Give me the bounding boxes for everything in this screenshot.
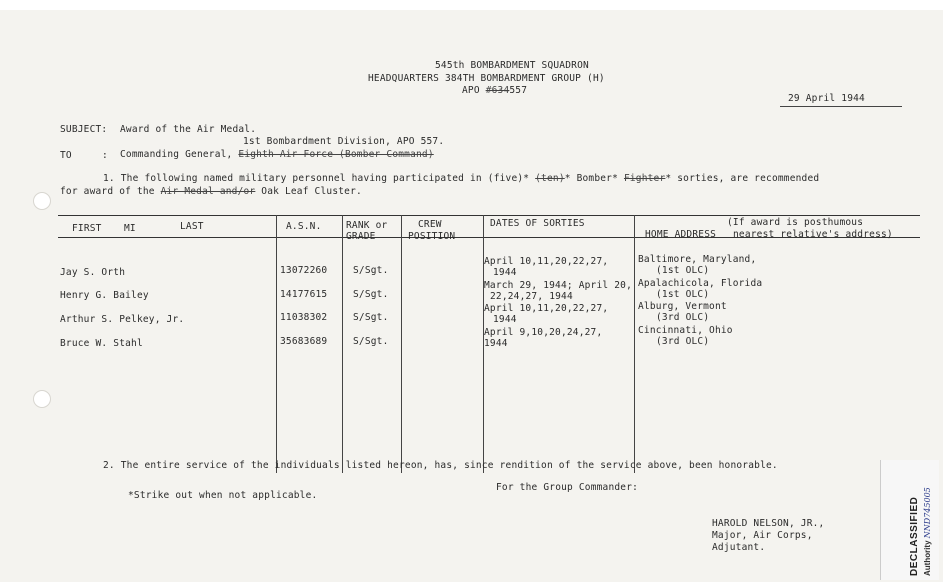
row-home-1: Apalachicola, Florida (638, 278, 763, 289)
row-asn: 14177615 (280, 289, 328, 300)
row-dates-1: April 10,11,20,22,27, (484, 256, 609, 267)
col-divider-home (634, 215, 635, 473)
row-dates-1: March 29, 1944; April 20, (484, 280, 632, 291)
signature-name: HAROLD NELSON, JR., (712, 518, 825, 529)
header-first: FIRST (72, 223, 102, 234)
apo-prefix: APO (462, 85, 480, 96)
header-rank-2: GRADE (346, 231, 376, 242)
to-colon: : (102, 150, 108, 161)
to-text: Commanding General, (120, 149, 233, 160)
subject-label: SUBJECT: (60, 124, 108, 135)
header-home-note-2: nearest relative's address) (733, 229, 893, 240)
declassified-stamp (880, 460, 939, 580)
header-apo (462, 85, 527, 96)
declassified-authority (923, 487, 932, 576)
para1-text-a: The following named military personnel having participated in (five)* (120, 173, 536, 184)
row-dates-2: 1944 (493, 267, 517, 278)
punch-hole-top (33, 192, 51, 210)
apo-number: 557 (509, 85, 528, 96)
table-top-rule (58, 215, 920, 216)
header-headquarters: HEADQUARTERS 384TH BOMBARDMENT GROUP (H) (368, 73, 605, 84)
col-divider-asn (276, 215, 277, 473)
col-divider-rank (342, 215, 343, 473)
row-home-1: Baltimore, Maryland, (638, 254, 757, 265)
row-home-2: (1st OLC) (656, 289, 710, 300)
para1-text-c: * sorties, are recommended (665, 173, 820, 184)
header-asn: A.S.N. (286, 221, 322, 232)
subject-text: Award of the Air Medal. (120, 124, 257, 135)
para1-text-e: Oak Leaf Cluster. (255, 186, 362, 197)
header-mi: MI (124, 223, 136, 234)
row-home-1: Cincinnati, Ohio (638, 325, 733, 336)
punch-hole-bottom (33, 390, 51, 408)
header-home-note-1: (If award is posthumous (727, 217, 864, 228)
para1-line2 (60, 186, 362, 197)
declassified-title: DECLASSIFIED (909, 496, 920, 576)
para2-number: 2. (103, 460, 115, 471)
row-rank: S/Sgt. (353, 265, 389, 276)
row-dates-1: April 9,10,20,24,27, (484, 327, 603, 338)
para1-line1 (103, 173, 819, 184)
row-rank: S/Sgt. (353, 312, 389, 323)
for-group-commander: For the Group Commander: (496, 482, 639, 493)
row-name: Bruce W. Stahl (60, 338, 143, 349)
row-asn: 13072260 (280, 265, 328, 276)
row-home-2: (3rd OLC) (656, 312, 710, 323)
row-dates-2: 22,24,27, 1944 (490, 291, 573, 302)
para2-text: The entire service of the individuals listed hereon, has, since rendition of the service above, been honorable. (120, 460, 778, 471)
declassified-stamp-text (881, 460, 939, 580)
row-asn: 35683689 (280, 336, 328, 347)
row-dates-1: April 10,11,20,22,27, (484, 303, 609, 314)
row-home-2: (3rd OLC) (656, 336, 710, 347)
to-division-insert: 1st Bombardment Division, APO 557. (243, 136, 445, 147)
header-home-address: HOME ADDRESS (645, 229, 717, 240)
para2 (103, 460, 778, 471)
header-dates: DATES OF SORTIES (490, 218, 585, 229)
header-crew-1: CREW (418, 219, 442, 230)
authority-label: Authority (923, 540, 932, 576)
header-last: LAST (180, 221, 204, 232)
signature-rank: Major, Air Corps, (712, 530, 813, 541)
para1-text-b: * Bomber* (564, 173, 624, 184)
to-label: TO (60, 150, 72, 161)
row-home-2: (1st OLC) (656, 265, 710, 276)
footnote: *Strike out when not applicable. (128, 490, 318, 501)
header-rank-1: RANK or (346, 220, 388, 231)
apo-struck-number: #634 (485, 85, 510, 96)
para1-struck-air-medal: Air Medal and/or (160, 186, 256, 197)
col-divider-crew (401, 215, 402, 473)
row-home-1: Alburg, Vermont (638, 301, 727, 312)
para1-struck-fighter: Fighter (623, 173, 666, 184)
row-dates-2: 1944 (484, 338, 508, 349)
row-rank: S/Sgt. (353, 289, 389, 300)
row-dates-2: 1944 (493, 314, 517, 325)
para1-number: 1. (103, 173, 115, 184)
date-underline (780, 106, 902, 107)
to-struck: Eighth Air Force (Bomber Command) (238, 149, 434, 160)
document-date: 29 April 1944 (788, 93, 865, 104)
authority-value: NND745005 (923, 487, 932, 539)
row-name: Jay S. Orth (60, 267, 126, 278)
header-crew-2: POSITION (408, 231, 456, 242)
row-name: Arthur S. Pelkey, Jr. (60, 314, 185, 325)
header-squadron: 545th BOMBARDMENT SQUADRON (435, 60, 589, 71)
row-asn: 11038302 (280, 312, 328, 323)
document-page (0, 10, 943, 582)
row-name: Henry G. Bailey (60, 290, 149, 301)
to-addressee (120, 149, 434, 160)
para1-struck-ten: (ten) (535, 173, 565, 184)
row-rank: S/Sgt. (353, 336, 389, 347)
para1-text-d: for award of the (60, 186, 161, 197)
signature-title: Adjutant. (712, 542, 766, 553)
